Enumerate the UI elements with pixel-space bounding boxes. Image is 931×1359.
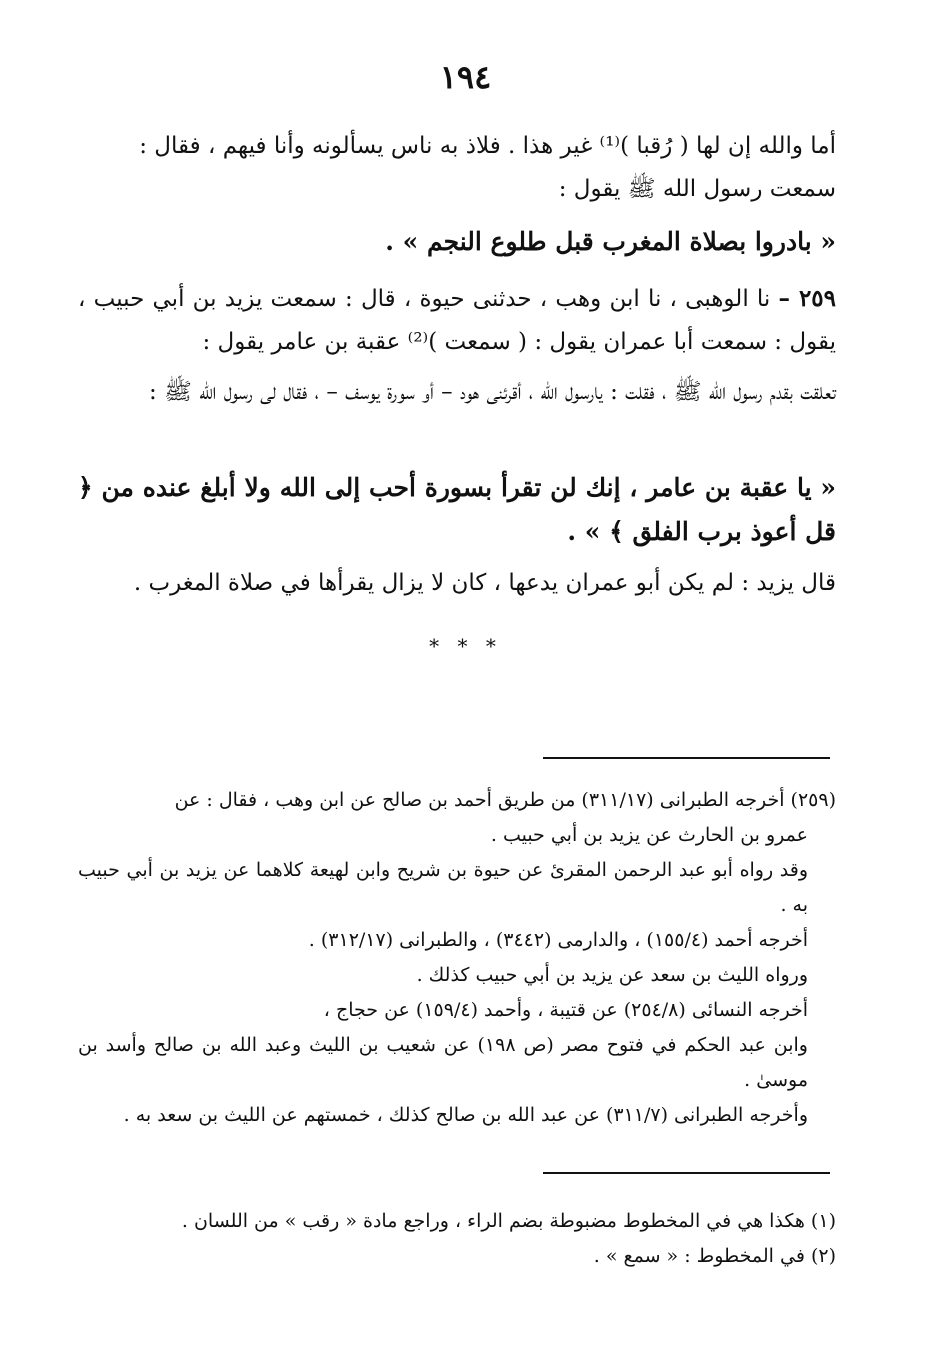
takhrij-line-3: وقد رواه أبو عبد الرحمن المقرئ عن حيوة بن شريح وابن لهيعة كلاهما عن يزيد بن أبي حبيب به . (78, 859, 808, 916)
paragraph-1-line-1: أما والله إن لها ( رُقبا )⁽¹⁾ غير هذا . فلاذ به ناس يسألونه وأنا فيهم ، فقال : (139, 133, 836, 159)
paragraph-4: قال يزيد : لم يكن أبو عمران يدعها ، كان لا يزال يقرأها في صلاة المغرب . (133, 570, 836, 596)
takhrij-divider (543, 757, 830, 759)
footnote-1: (١) هكذا هي في المخطوط مضبوطة بضم الراء ، وراجع مادة « رقب » من اللسان . (181, 1210, 836, 1232)
takhrij-line-2: عمرو بن الحارث عن يزيد بن أبي حبيب . (490, 824, 808, 846)
footnote-2: (٢) في المخطوط : « سمع » . (593, 1245, 836, 1267)
takhrij-line-8: وأخرجه الطبرانى (٣١١/٧) عن عبد الله بن صالح كذلك ، خمستهم عن الليث بن سعد به . (123, 1104, 808, 1126)
page-number: ١٩٤ (439, 58, 492, 96)
paragraph-1-line-2: سمعت رسول الله ﷺ يقول : (558, 176, 836, 202)
paragraph-1 (78, 125, 836, 211)
paragraph-3: تعلقت بقدم رسول الله ﷺ ، فقلت : يارسول الله ، أقرئنى هود – أو سورة يوسف – ، فقال لى رسول الله ﷺ : (149, 379, 836, 405)
hadith-2: « يا عقبة بن عامر ، إنك لن تقرأ بسورة أحب إلى الله ولا أبلغ عنده من ﴿ قل أعوذ برب الفلق ﴾ » . (78, 473, 836, 546)
hadith-number: ٢٥٩ – (778, 285, 836, 312)
footnotes-block (78, 1204, 836, 1274)
section-separator: * * * (429, 634, 502, 658)
takhrij-line-5: ورواه الليث بن سعد عن يزيد بن أبي حبيب كذلك . (416, 964, 808, 986)
takhrij-block (78, 783, 836, 1133)
paragraph-2 (78, 277, 836, 364)
takhrij-line-6: أخرجه النسائى (٢٥٤/٨) عن قتيبة ، وأحمد (١٥٩/٤) عن حجاج ، (323, 999, 808, 1021)
takhrij-line-1: (٢٥٩) أخرجه الطبرانى (٣١١/١٧) من طريق أحمد بن صالح عن ابن وهب ، فقال : عن (174, 789, 836, 811)
takhrij-line-4: أخرجه أحمد (١٥٥/٤) ، والدارمى (٣٤٤٢) ، والطبرانى (٣١٢/١٧) . (308, 929, 808, 951)
paragraph-2-text: نا الوهبى ، نا ابن وهب ، حدثنى حيوة ، قال : سمعت يزيد بن أبي حبيب ، يقول : سمعت أبا عمران يقول : ( سمعت )⁽²⁾ عقبة بن عامر يقول : (78, 286, 836, 355)
footnotes-divider (543, 1172, 830, 1174)
hadith-1: « بادروا بصلاة المغرب قبل طلوع النجم » . (385, 227, 836, 256)
takhrij-line-7: وابن عبد الحكم في فتوح مصر (ص ١٩٨) عن شعيب بن الليث وعبد الله بن صالح وأسد بن موسىٰ . (78, 1034, 808, 1091)
